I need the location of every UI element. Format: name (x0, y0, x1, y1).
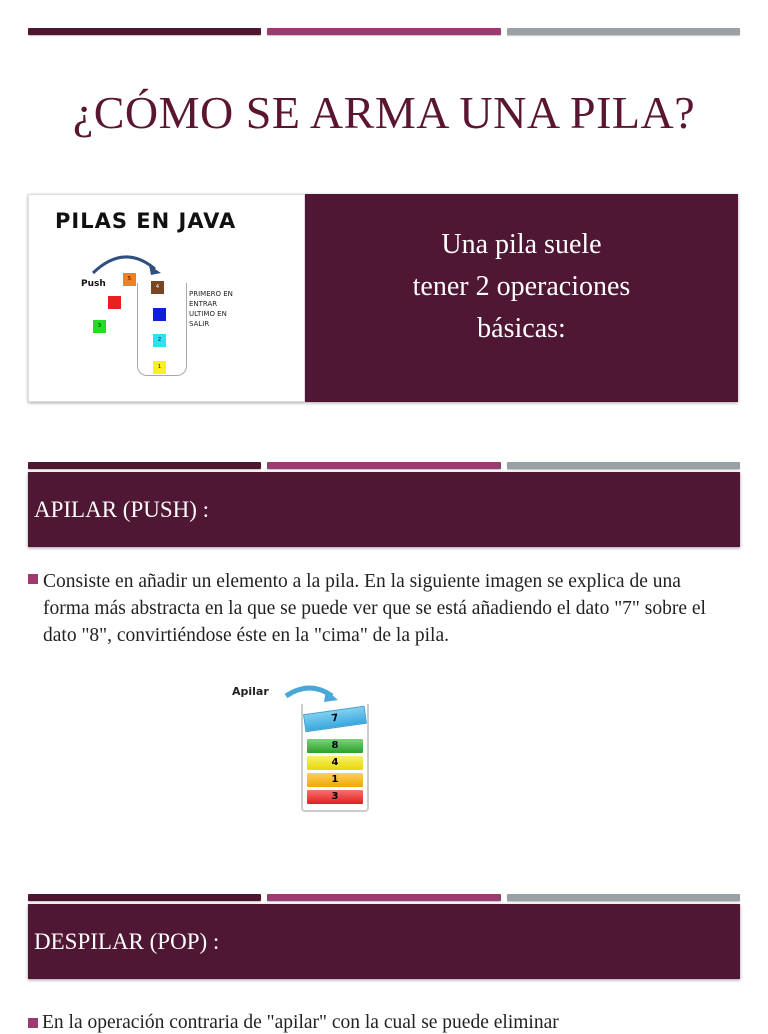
intro-text-panel (305, 194, 738, 402)
intro-line-1: Una pila suele (441, 229, 602, 260)
apilar-label: Apilar (232, 685, 269, 698)
square-5: 5 (123, 273, 136, 286)
square-3: 3 (93, 320, 106, 333)
bullet-icon (28, 574, 38, 584)
pop-heading-bar (28, 904, 740, 979)
intro-panel (28, 194, 738, 402)
stack-block-1: 1 (307, 773, 363, 787)
push-label: Push (81, 279, 106, 289)
incoming-block: 7 (303, 706, 367, 732)
apilar-arrow-icon (282, 682, 342, 706)
stack-block-3: 3 (307, 790, 363, 804)
push-heading: APILAR (PUSH) : (34, 496, 210, 522)
top-stripe (28, 28, 740, 35)
lifo-description: PRIMERO EN ENTRAR ULTIMO EN SALIR (189, 290, 233, 328)
square-2: 2 (153, 334, 166, 347)
java-stack-image (28, 194, 305, 402)
section-stripe-pop (28, 894, 740, 901)
push-stack-figure (230, 682, 390, 822)
image-heading: PILAS EN JAVA (55, 209, 237, 233)
square-4: 4 (151, 281, 164, 294)
pop-paragraph-partial: En la operación contraria de "apilar" con la cual se puede eliminar (28, 1012, 728, 1034)
pop-heading: DESPILAR (POP) : (34, 928, 220, 954)
bullet-icon (28, 1018, 38, 1028)
intro-line-3: básicas: (477, 313, 566, 344)
stack-block-8: 8 (307, 739, 363, 753)
section-stripe-push (28, 462, 740, 469)
stack-block-4: 4 (307, 756, 363, 770)
square-1: 1 (153, 361, 166, 374)
intro-line-2: tener 2 operaciones (412, 271, 631, 302)
page-title: ¿CÓMO SE ARMA UNA PILA? (72, 87, 696, 138)
square-blue (153, 308, 166, 321)
square-red (108, 296, 121, 309)
push-heading-bar (28, 472, 740, 547)
push-paragraph: Consiste en añadir un elemento a la pila. En la siguiente imagen se explica de una forma más abstracta en la que se puede ver que se está añadiendo el dato "7" sobre el dato "8", convirtiéndose éste en la "cima" de la pila. (28, 568, 708, 649)
